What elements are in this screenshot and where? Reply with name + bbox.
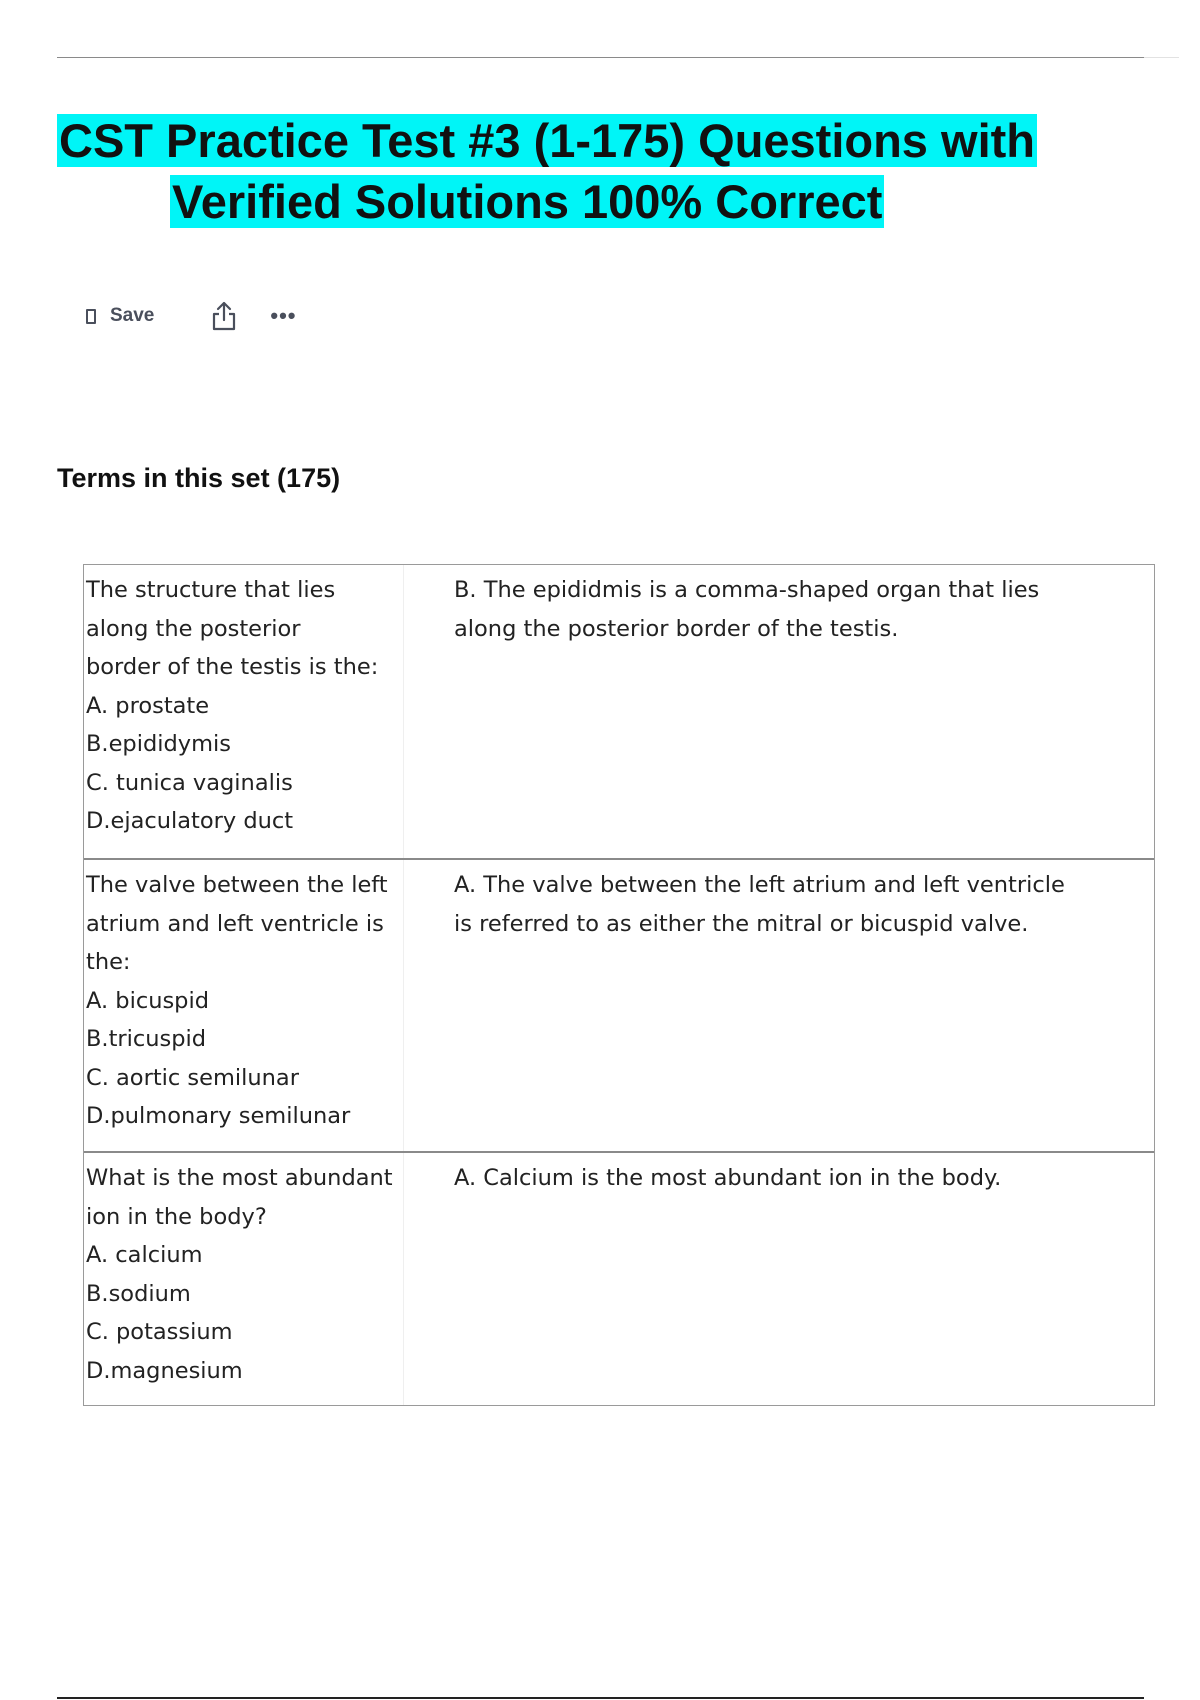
option-c: C. potassium bbox=[86, 1319, 233, 1345]
share-icon[interactable] bbox=[210, 300, 238, 332]
option-c: C. aortic semilunar bbox=[86, 1064, 299, 1091]
title-line-1: CST Practice Test #3 (1-175) Questions with bbox=[59, 114, 1035, 167]
term-question-cell bbox=[84, 860, 404, 1151]
option-d: D.ejaculatory duct bbox=[86, 808, 294, 834]
option-a: A. calcium bbox=[86, 1242, 203, 1268]
term-row bbox=[84, 1151, 1154, 1405]
more-icon[interactable]: ••• bbox=[270, 303, 297, 328]
question-text: What is the most abundant ion in the body? bbox=[86, 1165, 393, 1230]
question-text: The structure that lies along the posterior border of the testis is the: bbox=[86, 577, 379, 680]
terms-heading: Terms in this set (175) bbox=[57, 463, 341, 493]
option-c: C. tunica vaginalis bbox=[86, 769, 293, 796]
term-question-cell bbox=[84, 1153, 404, 1405]
question-text: The valve between the left atrium and left ventricle is the: bbox=[86, 872, 388, 975]
action-bar bbox=[86, 300, 296, 332]
bottom-divider bbox=[57, 1697, 1144, 1699]
option-a: A. bicuspid bbox=[86, 987, 210, 1014]
terms-table bbox=[83, 564, 1155, 1406]
term-answer-cell bbox=[404, 565, 1154, 858]
answer-text: A. Calcium is the most abundant ion in the body. bbox=[454, 1165, 1002, 1191]
option-b: B.epididymis bbox=[86, 731, 231, 757]
bookmark-icon bbox=[86, 309, 96, 324]
option-b: B.tricuspid bbox=[86, 1026, 207, 1052]
answer-text: A. The valve between the left atrium and left ventricle is referred to as either the mitral or bicuspid valve. bbox=[454, 872, 1065, 937]
save-button[interactable] bbox=[86, 305, 154, 327]
option-d: D.magnesium bbox=[86, 1357, 243, 1384]
save-label: Save bbox=[110, 305, 155, 326]
term-question-cell bbox=[84, 565, 404, 858]
option-b: B.sodium bbox=[86, 1280, 191, 1307]
term-answer-cell bbox=[404, 1153, 1154, 1405]
option-d: D.pulmonary semilunar bbox=[86, 1103, 351, 1129]
page-title bbox=[57, 110, 1077, 232]
answer-text: B. The epididmis is a comma-shaped organ that lies along the posterior border of the testis. bbox=[454, 577, 1040, 642]
term-row bbox=[84, 858, 1154, 1151]
term-answer-cell bbox=[404, 860, 1154, 1151]
option-a: A. prostate bbox=[86, 692, 210, 719]
top-divider bbox=[57, 57, 1144, 58]
title-line-2: Verified Solutions 100% Correct bbox=[172, 175, 883, 228]
term-row bbox=[84, 565, 1154, 858]
top-divider-tail bbox=[1144, 57, 1179, 58]
